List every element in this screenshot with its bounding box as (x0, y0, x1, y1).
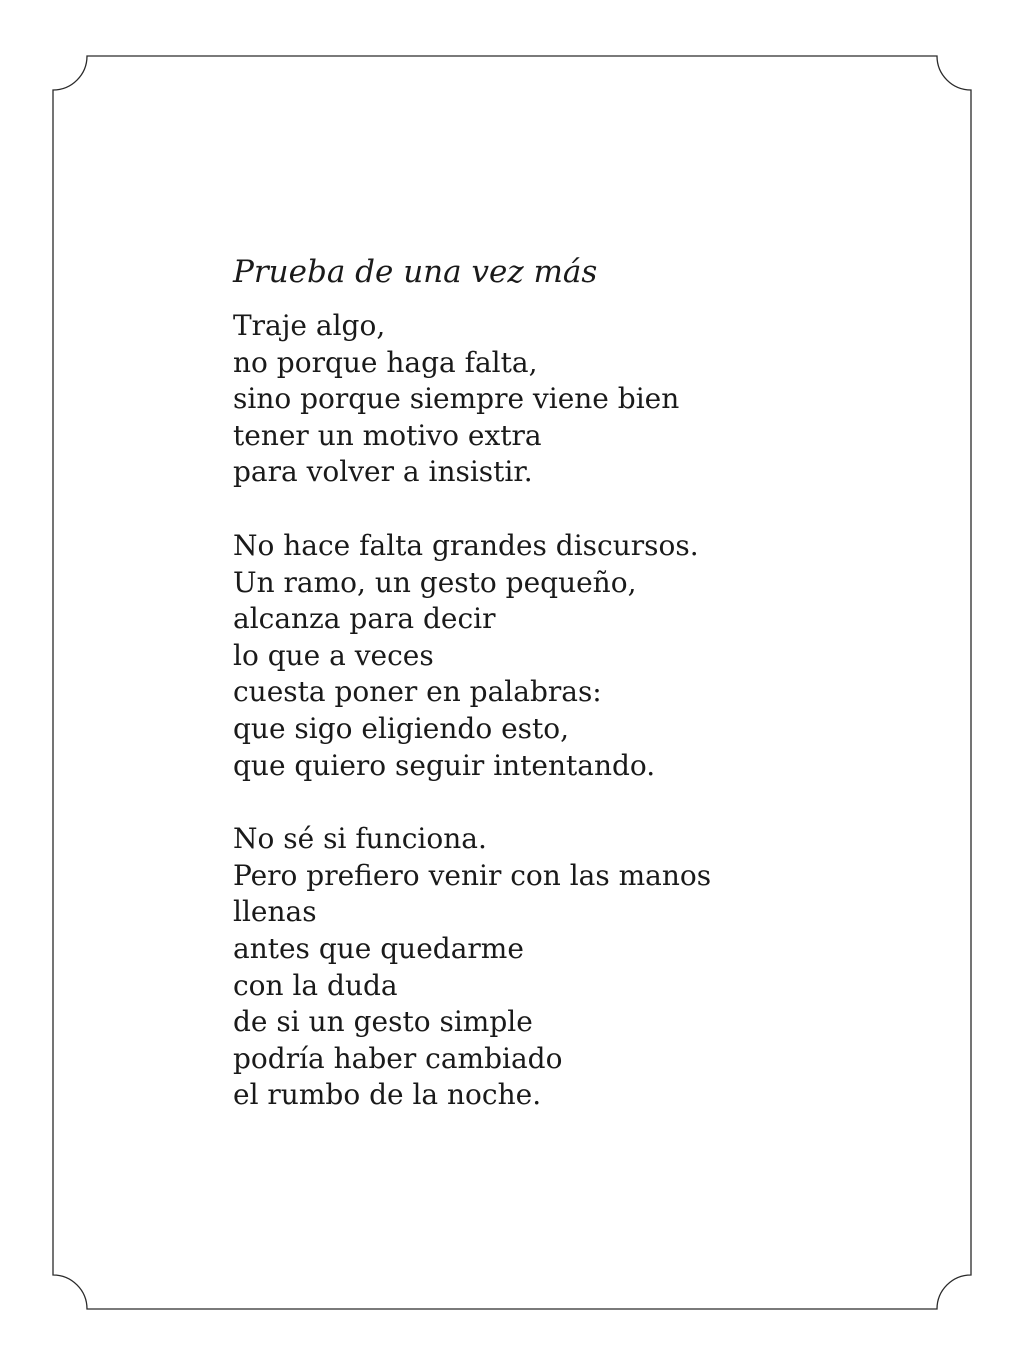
poem-line: Pero prefiero venir con las manos (233, 858, 712, 892)
poem-line: No hace falta grandes discursos. (233, 528, 699, 562)
poem-line: cuesta poner en palabras: (233, 675, 602, 709)
poem-line: el rumbo de la noche. (233, 1078, 542, 1112)
poem-line: no porque haga falta, (233, 345, 538, 379)
poem-title: Prueba de una vez más (233, 254, 598, 290)
poem-line: con la duda (233, 968, 398, 1002)
stanza-1 (233, 308, 873, 491)
poem-line: llenas (233, 895, 317, 929)
poem-line: que quiero seguir intentando. (233, 748, 656, 782)
poem-line: alcanza para decir (233, 602, 496, 636)
stanza-2 (233, 528, 873, 784)
poem-line: para volver a insistir. (233, 455, 533, 489)
poem-line: Traje algo, (233, 309, 386, 342)
stanza-3 (233, 821, 873, 1114)
poem-line: lo que a veces (233, 638, 434, 672)
poem-line: de si un gesto simple (233, 1005, 533, 1039)
poem-line: sino porque siempre viene bien (233, 382, 680, 416)
poem-line: Un ramo, un gesto pequeño, (233, 565, 637, 599)
poem-line: antes que quedarme (233, 931, 524, 965)
poem-line: podría haber cambiado (233, 1041, 563, 1075)
poem-line: No sé si funciona. (233, 822, 487, 856)
poem (233, 252, 873, 1151)
poem-line: tener un motivo extra (233, 418, 542, 452)
poem-line: que sigo eligiendo esto, (233, 711, 570, 745)
